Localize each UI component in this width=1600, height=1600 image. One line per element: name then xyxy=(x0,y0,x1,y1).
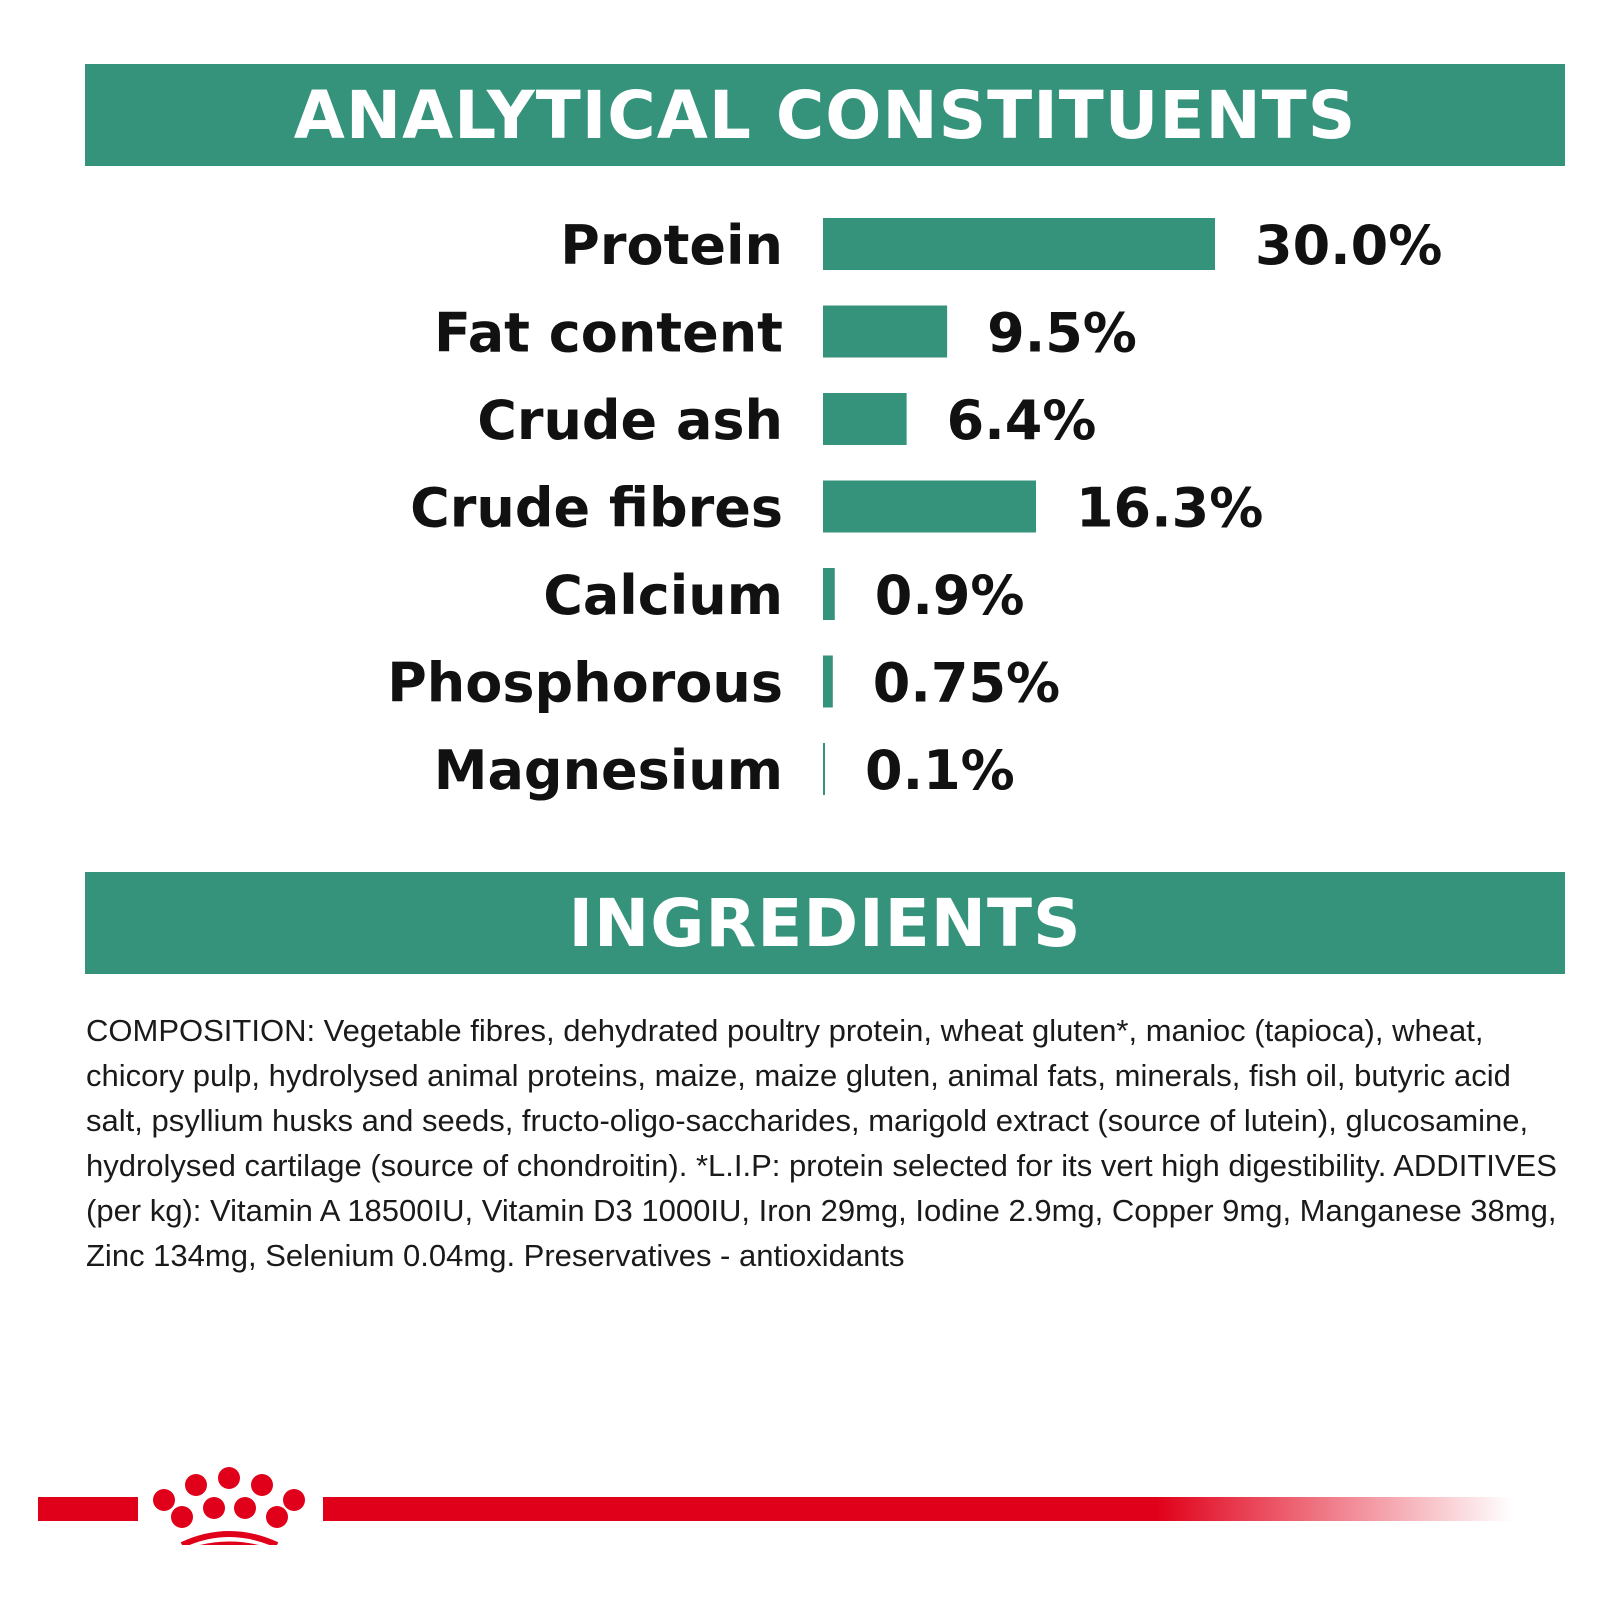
bar-magnesium xyxy=(823,743,825,795)
brand-line-right xyxy=(323,1497,1513,1521)
brand-footer xyxy=(0,1445,1600,1545)
category-label-fat-content: Fat content xyxy=(433,301,783,365)
value-label-protein: 30.0% xyxy=(1255,214,1443,277)
analytical-constituents-header xyxy=(85,64,1565,166)
value-label-phosphorous: 0.75% xyxy=(872,651,1061,715)
category-label-crude-fibres: Crude fibres xyxy=(410,476,783,540)
ingredients-header xyxy=(85,872,1565,974)
bar-calcium xyxy=(823,568,835,620)
category-label-protein: Protein xyxy=(560,214,783,277)
bar-protein xyxy=(823,218,1215,270)
bar-phosphorous xyxy=(823,656,833,708)
category-label-magnesium: Magnesium xyxy=(433,739,783,802)
value-label-crude-fibres: 16.3% xyxy=(1075,476,1264,540)
value-label-crude-ash: 6.4% xyxy=(946,389,1097,452)
bar-crude-ash xyxy=(823,393,907,445)
category-label-crude-ash: Crude ash xyxy=(477,389,783,452)
category-label-phosphorous: Phosphorous xyxy=(387,651,783,715)
analytical-constituents-title: ANALYTICAL CONSTITUENTS xyxy=(293,76,1357,154)
composition-text: COMPOSITION: Vegetable fibres, dehydrated poultry protein, wheat gluten*, manioc (tapioca), wheat, chicory pulp, hydrolysed animal proteins, maize, maize gluten, animal fats, minerals, fish oil, butyric acid salt, psyllium husks and seeds, fructo-oligo-saccharides, marigold extract (source of lutein), glucosamine, hydrolysed cartilage (source of chondroitin). *L.I.P: protein selected for its vert high digestibility. ADDITIVES (per kg): Vitamin A 18500IU, Vitamin D3 1000IU, Iron 29mg, Iodine 2.9mg, Copper 9mg, Manganese 38mg, Zinc 134mg, Selenium 0.04mg. Preservatives - antioxidants xyxy=(86,1013,1557,1273)
bar-fat-content xyxy=(823,306,947,358)
brand-line-left xyxy=(38,1497,138,1521)
nutrient-bar-chart xyxy=(0,200,1600,820)
value-label-fat-content: 9.5% xyxy=(987,301,1137,365)
ingredients-title: INGREDIENTS xyxy=(568,884,1082,962)
crown-icon xyxy=(153,1467,305,1545)
bar-crude-fibres xyxy=(823,481,1036,533)
value-label-magnesium: 0.1% xyxy=(865,739,1015,802)
category-label-calcium: Calcium xyxy=(543,564,783,627)
value-label-calcium: 0.9% xyxy=(874,564,1025,627)
